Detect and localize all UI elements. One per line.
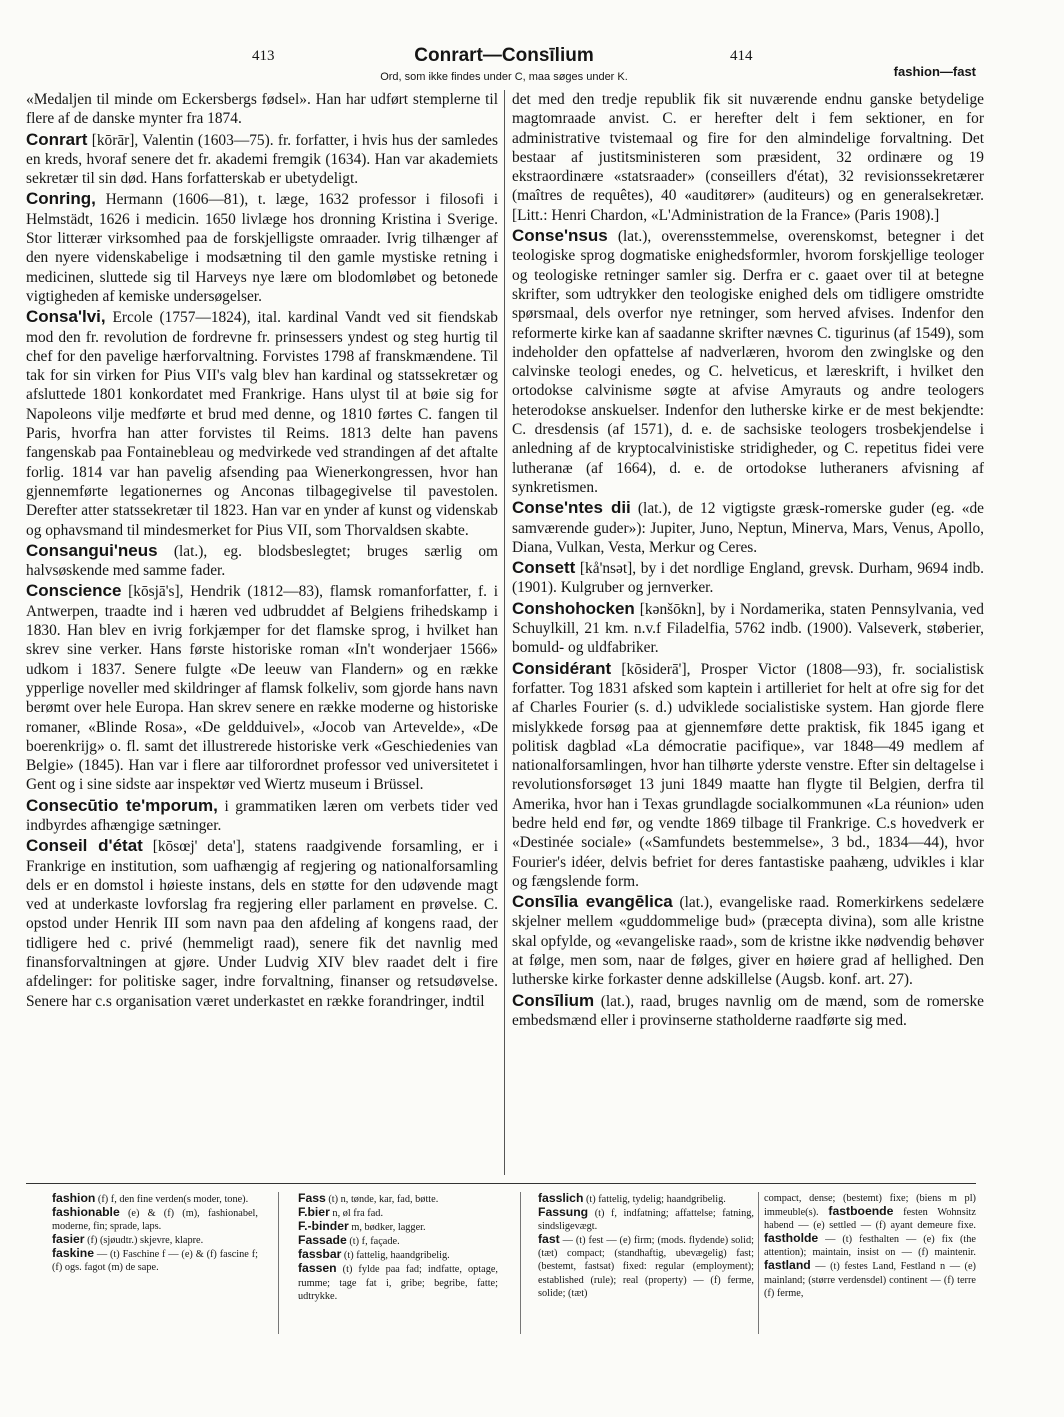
- entry-text: [kənšōkn], by i Nordamerika, staten Pennsylvania, ved Schuylkill, 21 km. n.v.f Filadelfia, 5762 indb. (1900). Valseverk, støberier, bomuld- og uldfabriker.: [512, 600, 984, 657]
- footer-text: — (t) fest — (e) firm; (mods. flydende) solid; (tæt) compact; (standhaftig, ubevægelig) fast; (bestemt, fastsat) fixed: regular (employment); established (rule); real (property) — (f) ferme, solide; (tæt): [538, 1235, 754, 1299]
- left-column: [26, 90, 498, 1012]
- footer-headword: F.bier: [298, 1205, 330, 1220]
- footer-entry: [52, 1247, 258, 1274]
- footer-headword: fastholde: [764, 1231, 819, 1246]
- footer-entry: [298, 1262, 498, 1302]
- dictionary-footer: [26, 1192, 976, 1392]
- entry-text: (lat.), raad, bruges navnlig om de mænd, som de romerske embedsmænd eller i provinserne statholderne raadførte sig med.: [512, 992, 984, 1029]
- footer-text: (t) f, indfatning; affattelse; fatning, sindsligevægt.: [538, 1208, 754, 1233]
- page-number-left: 413: [252, 48, 275, 64]
- footer-text: (f) f, den fine verden(s moder, tone).: [95, 1194, 249, 1205]
- footer-entry: [52, 1192, 258, 1206]
- footer-headword: Fassung: [538, 1205, 589, 1220]
- page-header: [0, 0, 1064, 82]
- entry-text: [kōsjā's], Hendrik (1812—83), flamsk romanforfatter, f. i Antwerpen, traadte ind i hæren ved udbruddet af Belgiens frihedskamp i 1830. Han blev en ivrig forkjæmper for det flamske sprog, i hvilket han skrev sine verker. Hans første historiske roman «In't wonderjaer 1566» udkom i 1837. Senere fulgte «De leeuw van Flandern» og en række ypperlige noveller med skildringer af flamsk folkeliv, som gjorde hans navn berømt over hele Europa. Han skrev senere en række moderne og historiske romaner, «Blinde Rosa», «De geldduivel», «Jocob van Artevelde», «De boerenkrijg» o. fl. samt det illustrerede historiske verk «Geschiedenies van Belgie» (1845). Han var i flere aar tilforordnet professor ved universitetet i Gent og i sine sidste aar inspektør ved Wiertz museum i Brüssel.: [26, 583, 498, 794]
- footer-column-3: [538, 1192, 754, 1300]
- footer-text: (e) & (f) (m), fashionabel, moderne, fin; sprade, laps.: [52, 1208, 258, 1233]
- footer-text: n, øl fra fad.: [329, 1208, 384, 1220]
- continuation-text: «Medaljen til minde om Eckersbergs fødsel». Han har udført stemplerne til flere af de danske mynter fra 1874.: [26, 91, 498, 128]
- footer-divider: [26, 1183, 976, 1184]
- dictionary-entry: [512, 991, 984, 1031]
- entry-headword: Consett: [512, 558, 576, 578]
- footer-column-1: [52, 1192, 258, 1275]
- footer-entry: [298, 1206, 498, 1220]
- dictionary-entry: [512, 226, 984, 497]
- footer-entry: [52, 1233, 258, 1247]
- footer-headword: fastboende: [828, 1204, 894, 1219]
- entry-text: i grammatiken læren om verbets tider ved indbyrdes afhængige sætninger.: [26, 797, 499, 834]
- footer-entry: [538, 1192, 754, 1206]
- footer-headword: faskine: [52, 1246, 95, 1261]
- entry-headword: Conring,: [26, 189, 96, 209]
- footer-keyword: fashion—fast: [893, 64, 976, 79]
- footer-entry: [538, 1206, 754, 1233]
- footer-entry: [298, 1234, 498, 1248]
- page-number-right: 414: [730, 48, 753, 64]
- entry-text: [kōsœj' deta'], statens raadgivende forsamling, er i Frankrige en institution, som uafhængig af regjering og nationalforsamling dels er en domstol i høieste instans, dels en støtte for den udøvende magt ved at underkaste lovforslag fra regjering eller parlament en prøvelse. C. opstod under Henrik III som navn paa den afdeling af kongens raad, der tidligere hed c. privé (hemmeligt raad), senere fik det navnlig med finansforvaltningen at gjøre. Under Ludvig XIV blev raadet delt i fire afdelinger: for politiske sager, indre forvaltning, finanser og retsudøvelse. Senere har c.s organisation været underkastet en række forandringer, indtil: [26, 838, 498, 1010]
- footer-text: compact, dense; (bestemt) fixe; (biens m pl) immeuble(s).: [764, 1193, 976, 1219]
- entry-text: (lat.), evangeliske raad. Romerkirkens sedelære skjelner mellem «guddommelige bud» (præcepta divina), som alle kristne skal opfylde, og «evangeliske raad», som de kristne ikke nødvendig behøver at følge, men som, naar de følges, giver en høiere grad af hellighed. Den lutherske kirke forkaster denne adskillelse (Augsb. konf. art. 27).: [512, 894, 984, 989]
- dictionary-entry: [26, 307, 498, 540]
- footer-text: (t) fattelig, haandgribelig.: [341, 1250, 450, 1262]
- dictionary-entry: [26, 796, 498, 836]
- footer-headword: fassen: [298, 1261, 337, 1276]
- footer-entry: [538, 1233, 754, 1299]
- entry-text: (lat.), de 12 vigtigste græsk-romerske guder (eg. «de samværende guder»): Jupiter, Juno, Neptun, Minerva, Mars, Venus, Apollo, Diana, Vulkan, Vesta, Merkur og Ceres.: [512, 500, 984, 556]
- right-entries: [512, 226, 984, 1030]
- running-title: Conrart—Consīlium: [414, 45, 594, 66]
- footer-column-divider: [758, 1192, 759, 1334]
- entry-text: [kōrār], Valentin (1603—75). fr. forfatter, i hvis hus der samledes en kreds, hvoraf senere det fr. akademi fremgik (1634). Han var akademiets sekretær til sin død. Hans forfatterskab er ubetydeligt.: [26, 131, 498, 188]
- dictionary-entry: [512, 599, 984, 658]
- footer-text: m, bødker, lagger.: [348, 1222, 426, 1234]
- footer-text: (t) fylde paa fad; indfatte, optage, rumme; tage fat i, gribe; begribe, fatte; udtrykke.: [298, 1264, 498, 1302]
- entry-text: (lat.), overensstemmelse, overenskomst, betegner i det teologiske sprog dogmatiske enighedsformler, hvorom forskjellige teologer og teologiske retninger samler sig. Derfra er c. gaaet over til at betegne skrifter, som udtrykker den teologiske enighed dels om tidligere omstridte spørsmaal, dels overfor nye retninger, som herved afvises. Indenfor den reformerte kirke kan af saadanne skrifter nævnes C. tigurinus (af 1549), som indeholder den opfattelse af nadverlæren, hvorom den zwinglske og den calvinske teologi enedes, og C. helveticus, et læreskrift, i hvilket den ortodokse calvinisme søgte at afvise Amyrauts og andre teologers heterodokse anskuelser. Indenfor den lutherske kirke er de mest bekjendte: C. dresdensis (af 1571), d. e. de sachsiske teologers trosbekjendelse i anledning af de kryptocalvinistiske stridigheder, og C. repetitus fidei vere lutheranæ (af 1664), d. e. de ortodokse lutheraners afvisning af synkretismen.: [512, 228, 984, 496]
- footer-headword: fast: [538, 1232, 560, 1247]
- footer-entry: [298, 1248, 498, 1262]
- entry-headword: Consīlia evangēlica: [512, 892, 673, 912]
- footer-headword: fashionable: [52, 1205, 120, 1220]
- footer-entry: [298, 1192, 498, 1206]
- entry-text: Hermann (1606—81), t. læge, 1632 professor i filosofi i Helmstädt, 1626 i medicin. 1650 livlæge hos dronning Kristina i Sverige. Stor litterær virksomhed paa de forskjelligste omraader. Ivrig tilhænger af den nyere videnskabelige i modsætning til den gamle mystiske retning i medicinen, sluttede sig til Harveys nye lære om blodomløbet og betonede vigtigheden af kemiske undersøgelser.: [26, 191, 498, 305]
- dictionary-entry: [26, 581, 498, 794]
- left-entries: [26, 130, 498, 1011]
- header-note: Ord, som ikke findes under C, maa søges under K.: [380, 71, 628, 83]
- dictionary-entry: [26, 541, 498, 581]
- entry-headword: Consa'lvi,: [26, 307, 106, 327]
- dictionary-entry: [512, 498, 984, 557]
- dictionary-entry: [512, 659, 984, 892]
- footer-text: (t) fattelig, tydelig; haandgribelig.: [583, 1194, 726, 1205]
- footer-headword: fassbar: [298, 1247, 342, 1262]
- footer-text: — (t) Faschine f — (e) & (f) fascine f; (f) ogs. fagot (m) de sape.: [52, 1249, 258, 1274]
- footer-column-2: [298, 1192, 498, 1303]
- dictionary-entry: [26, 836, 498, 1011]
- footer-column-4: [764, 1192, 976, 1300]
- footer-text: (t) n, tønde, kar, fad, bøtte.: [325, 1194, 439, 1205]
- column-divider: [504, 90, 505, 1175]
- entry-text: [kōsiderā'], Prosper Victor (1808—93), fr. socialistisk forfatter. Tog 1831 afsked som kaptein i artilleriet for helt at ofre sig for det af Charles Fourier (s. d.) udviklede socialistiske system. Han gjorde flere mislykkede forsøg paa at gjennemføre dette praktisk, fik 1845 igang et politisk dagblad «La démocratie pacifique», var 1848—49 medlem af nationalforsamlingen, hvor han tilhørte yderste venstre. Efter sin deltagelse i revolutionsforsøget 13 juni 1849 maatte han flygte til Belgien, derfra til Amerika, hvor han i Texas grundlagde socialkommunen «La réunion» uden bedre held end før, og vendte 1869 tilbage til Frankrige. C.s hovedverk er «Destinée sociale» («Samfundets bestemmelse», 3 bd., 1834—44), hvor Fourier's idéer, delvis befriet for deres fantastiske paahæng, udvikles i klar og fængslende form.: [512, 660, 984, 890]
- dictionary-entry: [26, 189, 498, 306]
- footer-text: festen Wohnsitz habend — (e) settled — (f) ayant demeure fixe.: [764, 1207, 976, 1232]
- footer-entry: [52, 1206, 258, 1233]
- entry-headword: Conseil d'état: [26, 836, 143, 856]
- entry-headword: Conrart: [26, 129, 88, 149]
- footer-headword: fasier: [52, 1232, 85, 1247]
- entry-headword: Conscience: [26, 581, 122, 601]
- continuation-text: det med den tredje republik fik sit nuværende endnu ganske betydelige magtomraade anvist. C. er herefter delt i fem sektioner, en for administrative tvistemaal og fire for den almindelige forvaltning. Det bestaar af justitsministeren som præsident, 32 ordinære og 19 ekstraordinære «statsraader» (conseillers d'état), 32 revisionssekretærer (maîtres de requêtes), 40 «auditører» (auditeurs) og en generalsekretær. [Litt.: Henri Chardon, «L'Administration de la France» (Paris 1908).]: [512, 91, 984, 224]
- entry-text: (lat.), eg. blodsbeslegtet; bruges særlig om halvsøskende med samme fader.: [26, 542, 498, 580]
- footer-headword: Fassade: [298, 1233, 347, 1248]
- footer-text: — (t) festes Land, Festland n — (e) mainland; (større verdensdel) continent — (f) terre (f) ferme,: [764, 1261, 976, 1299]
- footer-text: (f) (sjøudtr.) skjevre, klapre.: [84, 1235, 204, 1247]
- footer-text: (t) f, façade.: [346, 1236, 400, 1248]
- right-column: [512, 90, 984, 1031]
- entry-headword: Consangui'neus: [26, 540, 158, 560]
- entry-text: [kå'nsət], by i det nordlige England, grevsk. Durham, 9694 indb. (1901). Kulgruber og jernverker.: [512, 560, 984, 597]
- entry-headword: Considérant: [512, 658, 612, 678]
- entry-headword: Conse'ntes dii: [512, 498, 631, 518]
- footer-text: — (t) festhalten — (e) fix (the attention); maintain, insist on — (f) maintenir.: [764, 1234, 976, 1259]
- footer-headword: fasslich: [538, 1191, 584, 1205]
- entry-headword: Conshohocken: [512, 598, 635, 618]
- footer-headword: fastland: [764, 1258, 811, 1273]
- dictionary-entry: [512, 558, 984, 598]
- footer-headword: fashion: [52, 1191, 96, 1205]
- entry-headword: Consecūtio te'mporum,: [26, 795, 218, 815]
- footer-column-divider: [520, 1192, 521, 1334]
- dictionary-entry: [26, 130, 498, 189]
- footer-headword: F.-binder: [298, 1219, 349, 1234]
- footer-headword: Fass: [298, 1191, 326, 1205]
- entry-headword: Consīlium: [512, 990, 595, 1010]
- footer-entry: [764, 1192, 976, 1300]
- dictionary-entry: [512, 892, 984, 989]
- entry-text: Ercole (1757—1824), ital. kardinal Vandt ved sit fiendskab mod den fr. revolution de fordrevne fr. prinsessers yndest og steg hurtig til chef for den pavelige hærforvaltning. Forvistes 1798 af franskmændene. Til tak for sin virken for Pius VII's valg blev han kardinal og statssekretær og afsluttede 1801 konkordatet med Frankrige. Hans ulyst til at bøie sig for Napoleons vilje medførte et brud med denne, og 1810 førtes C. fangen til Paris, hvorfra han atter forvistes til Reims. 1813 delte han pavens fangenskab paa Fontainebleau og medvirkede ved strandingen af det aftalte forlig. 1814 var han pavelig afsending paa Wienerkongressen, hvor han gjennemførte legationernes og Anconas tilbagegivelse til pavestolen. Derefter atter statssekretær til 1823. Han var en ynder af kunst og videnskab og ophavsmand til mindesmerket for Pius VII, som Thorvaldsen skabte.: [26, 309, 498, 539]
- footer-entry: [298, 1220, 498, 1234]
- footer-column-divider: [278, 1192, 279, 1334]
- entry-headword: Conse'nsus: [512, 226, 608, 246]
